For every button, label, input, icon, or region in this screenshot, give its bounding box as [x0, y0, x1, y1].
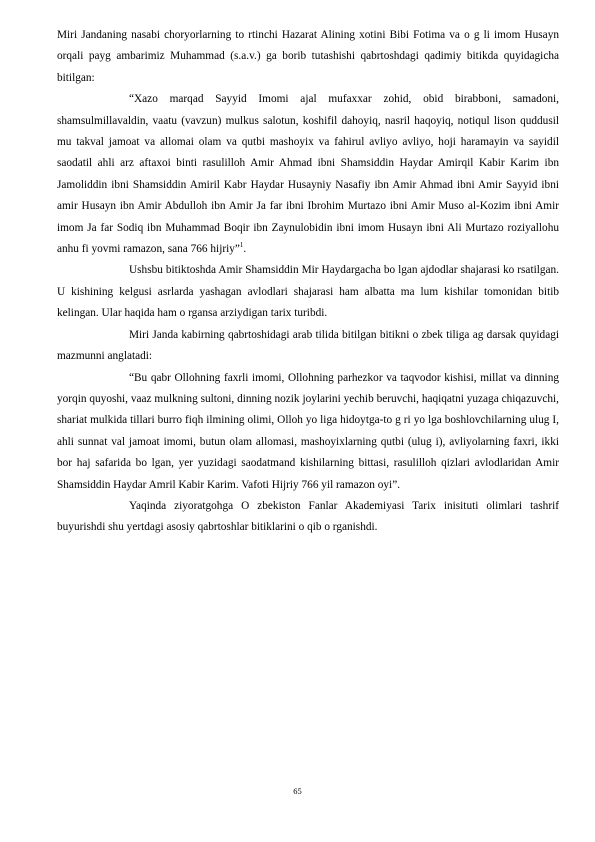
inscription-quote-tail: . [243, 243, 247, 256]
paragraph-translation-quote: “Bu qabr Ollohning faxrli imomi, Ollohning parhezkor va taqvodor kishisi, millat va dinning yorqin quyoshi, vaaz mulkning sultoni, dinning nozik joylarini yechib beruvchi, haqiqatni yuzaga chiqazuvchi, shariat mulkida tillari burro fiqh ilmining olimi, Olloh yo liga hidoytga-to g ri yo lga boshlovchilarning ulug I, ahli sunnat val jamoat imomi, butun olam allomasi, mashoyixlarning qutbi (ulug i), avliyolarning faxri, ikki bor haj safarida bo lgan, yer yuzidagi saodatmand kishilarning bittasi, rasulilloh qizlari avlodlaridan Amir Shamsiddin Haydar Amril Kabir Karim. Vafoti Hijriy 766 yil ramazon oyi”. [57, 371, 559, 491]
paragraph-inscription-quote [57, 89, 559, 260]
paragraph-academy-visit: Yaqinda ziyoratgohga O zbekiston Fanlar Akademiyasi Tarix inisituti olimlari tashrif buyurishdi shu yertdagi asosiy qabrtoshlar bitiklarini o qib o rganishdi. [57, 499, 559, 534]
inscription-quote-text: “Xazo marqad Sayyid Imomi ajal mufaxxar zohid, obid birabboni, samadoni, shamsulmillavaldin, vaatu (vavzun) mulkus salotun, koshifil dahoyiq, nasril haqoyiq, notiqul lison quddusil mu takval jamoat va allomai olam va qutbi mashoyix va fahirul avliyo avliyo, hoji haramayin va sayidil saodatil ahli arz aftaxoi binti rasulilloh Amir Ahmad ibni Shamsiddin Haydar Amirqil Kabir Karim ibn Jamoliddin ibni Shamsiddin Amiril Kabr Haydar Husayniy Nasafiy ibn Amir Ahmad ibni Amir Sayyid ibni amir Husayn ibn Amir Abdulloh ibn Amir Ja far ibni Ibrohim Murtazo ibni Amir Muso al-Kozim ibni Amir imom Ja far Sodiq ibn Muhammad Boqir ibn Zaynulobidin ibni imom Husayn ibni Ali Murtazo roziyallohu anhu fi yovmi ramazon, sana 766 hijriy” [57, 93, 559, 256]
paragraph-lineage-intro: Miri Jandaning nasabi choryorlarning to rtinchi Hazarat Alining xotini Bibi Fotima va o g li imom Husayn orqali payg ambarimiz Muhammad (s.a.v.) ga borib tutashishi qabrtoshdagi qadimiy bitikda quyidagicha bitilgan: [57, 29, 559, 84]
page-number: 65 [293, 786, 302, 796]
paragraph-ancestry-note: Ushsbu bitiktoshda Amir Shamsiddin Mir Haydargacha bo lgan ajdodlar shajarasi ko rsatilgan. U kishining kelgusi asrlarda yashagan avlodlari shajarasi ham albatta ma lum kishilar tomonidan bitib kelingan. Ular haqida ham o rgansa arziydigan tarix turibdi. [57, 264, 559, 320]
page-body [57, 25, 559, 539]
footnote-marker[interactable]: 1 [239, 241, 244, 250]
paragraph-translation-intro: Miri Janda kabirning qabrtoshidagi arab tilida bitilgan bitikni o zbek tiliga ag darsak quyidagi mazmunni anglatadi: [57, 328, 559, 363]
